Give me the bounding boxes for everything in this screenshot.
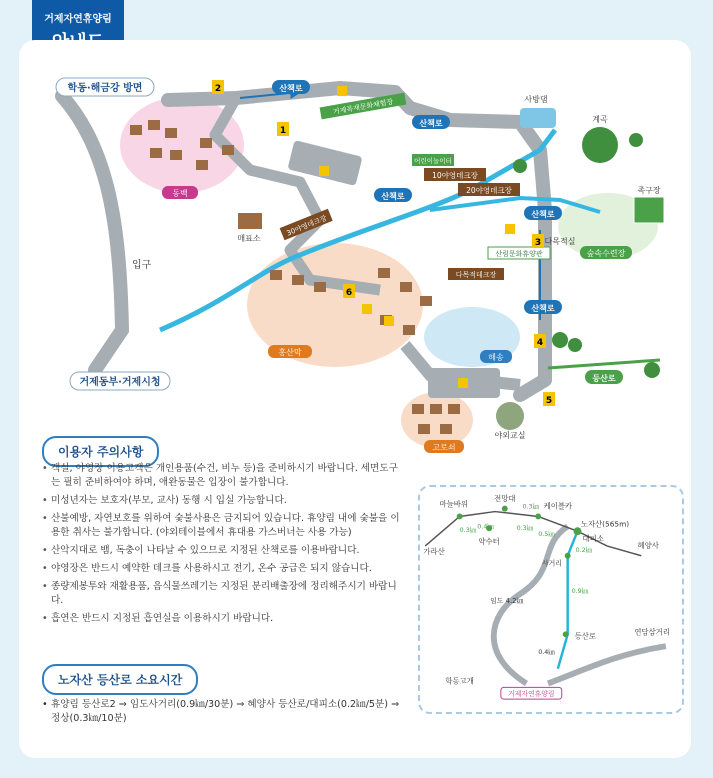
svg-text:산책로: 산책로 (419, 119, 443, 128)
gate-marker-5 (543, 392, 555, 406)
inset-label-yaksu: 약수터 (478, 536, 500, 546)
trail-label-4 (524, 206, 562, 220)
inset-node-jeonmangdae (502, 506, 508, 512)
trail-label-3 (374, 188, 412, 202)
inset-map (420, 487, 678, 708)
ticket-building (238, 213, 262, 229)
inset-label-cablecar: 케이블카 (543, 501, 573, 511)
road-main (62, 96, 122, 370)
soccer-field (634, 197, 664, 223)
trail-label-5 (524, 300, 562, 314)
svg-text:20야영데크장: 20야영데크장 (466, 186, 512, 195)
inset-label-jeonmangdae: 전망대 (494, 493, 516, 503)
svg-text:어린이놀이터: 어린이놀이터 (414, 157, 452, 165)
outdoor-class-icon (496, 402, 524, 430)
label-outdoor-class: 야외교실 (494, 431, 526, 440)
hiking-list (42, 698, 402, 726)
svg-text:5: 5 (545, 396, 553, 406)
svg-text:산책로: 산책로 (531, 304, 555, 313)
label-multi-field (448, 268, 504, 280)
inset-label-pass: 학동고개 (445, 676, 474, 686)
inset-node-trailhead (563, 631, 569, 637)
inset-label-peak: 노자산(565m) (580, 519, 630, 529)
zone-label-hongsanmak (268, 345, 312, 358)
label-playground (412, 154, 454, 166)
label-culture-hall (488, 247, 550, 259)
inset-label-yeondamsa: 연담삼거리 (634, 627, 670, 637)
svg-text:산책로: 산책로 (279, 84, 303, 93)
valley-icon (582, 127, 618, 163)
inset-distance: 0.4㎞ (477, 522, 494, 531)
svg-text:3: 3 (534, 238, 542, 248)
entrance-label: 입구 (132, 260, 152, 271)
svg-text:산책로: 산책로 (381, 192, 405, 201)
label-multi-room: 다목적실 (544, 237, 576, 246)
direction-bottom-left: 거제동부·거제시청 (79, 377, 161, 388)
inset-node-shelter (565, 553, 571, 559)
dam-icon (520, 108, 556, 128)
hiking-item: • 휴양림 등산로2 ⇒ 임도사거리(0.9㎞/30분) ⇒ 혜양사 등산로/대피소(0.2㎞/5분) ⇒ 정상(0.3㎞/10분) (42, 698, 402, 726)
label-dam: 사방댐 (524, 95, 548, 104)
inset-node-peak (574, 527, 582, 535)
svg-text:4: 4 (536, 338, 544, 348)
svg-text:홍산막: 홍산막 (278, 348, 302, 357)
notice-item: • 산불예방, 자연보호를 위하여 숯불사용은 금지되어 있습니다. 휴양림 내에 숯불을 이용한 취사는 불가합니다. (야외테이블에서 휴대용 가스버너는 사용 가능) (42, 512, 402, 540)
svg-text:10야영데크장: 10야영데크장 (432, 171, 478, 180)
svg-text:해송: 해송 (488, 353, 504, 362)
zone-gorosoe-area (401, 392, 473, 448)
notices-heading: 이용자 주의사항 (42, 436, 159, 467)
svg-text:2: 2 (214, 84, 222, 94)
inset-label-shelter: 대피소 (582, 534, 604, 544)
inset-node-cablecar (535, 514, 541, 520)
label-ticket: 매표소 (237, 234, 261, 243)
inset-label-trail: 등산로 (574, 631, 597, 641)
gate-marker-3 (532, 234, 544, 248)
inset-distance: 0.3㎞ (459, 526, 477, 535)
svg-text:30야영데크장: 30야영데크장 (285, 214, 329, 238)
label-soccer: 족구장 (637, 186, 661, 195)
notice-item: • 미성년자는 보호자(부모, 교사) 동행 시 입실 가능합니다. (42, 494, 402, 508)
hiking-heading: 노자산 등산로 소요시간 (42, 664, 198, 695)
svg-text:1: 1 (279, 126, 287, 136)
zone-label-haesong (480, 350, 512, 363)
inset-label-garasan: 가라산 (423, 546, 445, 556)
trail-label-6 (585, 370, 623, 384)
gate-marker-1 (277, 122, 289, 136)
gate-marker-6 (343, 284, 355, 298)
inset-distance: 0.2㎞ (575, 545, 593, 554)
svg-text:거제자연휴양림: 거제자연휴양림 (508, 690, 555, 699)
svg-text:거제목재문화체험장: 거제목재문화체험장 (332, 97, 394, 117)
inset-label-imdo: 임도 4.2㎞ (490, 596, 524, 605)
zone-label-forest-camp (580, 246, 632, 259)
trail-label-1 (272, 80, 310, 94)
inset-distance: 0.4㎞ (538, 647, 555, 656)
notices-list (42, 462, 402, 630)
inset-distance: 0.9㎞ (571, 587, 589, 596)
gate-marker-2 (212, 80, 224, 94)
inset-node-maebawi (457, 514, 463, 520)
green-trail-east (548, 360, 660, 368)
label-valley: 계곡 (592, 115, 608, 124)
notice-item: • 종량제봉투와 재활용품, 음식물쓰레기는 지정된 분리배출장에 정리해주시기 바랍니다. (42, 580, 402, 608)
header-subtitle: 거제자연휴양림 (44, 14, 112, 25)
zone-label-gorosoe (424, 440, 464, 453)
notice-item: • 야영장은 반드시 예약한 데크를 사용하시고 전기, 온수 공급은 되지 않습니다. (42, 562, 402, 576)
svg-text:산책로: 산책로 (531, 210, 555, 219)
inset-label-crossroad: 사거리 (542, 559, 562, 568)
notice-item: • 흡연은 반드시 지정된 흡연실을 이용하시기 바랍니다. (42, 612, 402, 626)
deck-label-20 (458, 183, 520, 196)
trail-label-2 (412, 115, 450, 129)
svg-text:고로쇠: 고로쇠 (432, 443, 456, 452)
svg-text:6: 6 (345, 288, 353, 298)
inset-distance: 0.5㎞ (538, 530, 555, 539)
zone-label-dongbaek (162, 186, 198, 199)
inset-label-hyeyangsa: 혜양사 (637, 540, 659, 550)
svg-text:숲속수련장: 숲속수련장 (586, 249, 626, 258)
notice-item: • 산악지대로 뱀, 독충이 나타날 수 있으므로 지정된 산책로를 이용바랍니다. (42, 544, 402, 558)
svg-text:다목적데크장: 다목적데크장 (455, 271, 497, 279)
inset-forest-badge (501, 687, 562, 699)
direction-top-left: 학동·해금강 방면 (67, 83, 143, 94)
svg-text:산림문화휴양관: 산림문화휴양관 (495, 250, 543, 258)
inset-distance: 0.3㎞ (522, 502, 539, 511)
svg-text:동백: 동백 (172, 189, 188, 198)
inset-road-east (548, 646, 666, 683)
gate-marker-4 (534, 334, 546, 348)
deck-label-10 (424, 168, 486, 181)
inset-label-maebawi: 마늘바위 (439, 499, 468, 509)
notice-item: • 객실, 야영장 이용고객은 개인용품(수건, 비누 등)을 준비하시기 바랍니다. 세면도구는 필히 준비하여야 하며, 애완동물은 입장이 불가합니다. (42, 462, 402, 490)
inset-map-frame (418, 485, 684, 714)
svg-text:등산로: 등산로 (592, 374, 616, 383)
inset-distance: 0.3㎞ (516, 524, 534, 533)
